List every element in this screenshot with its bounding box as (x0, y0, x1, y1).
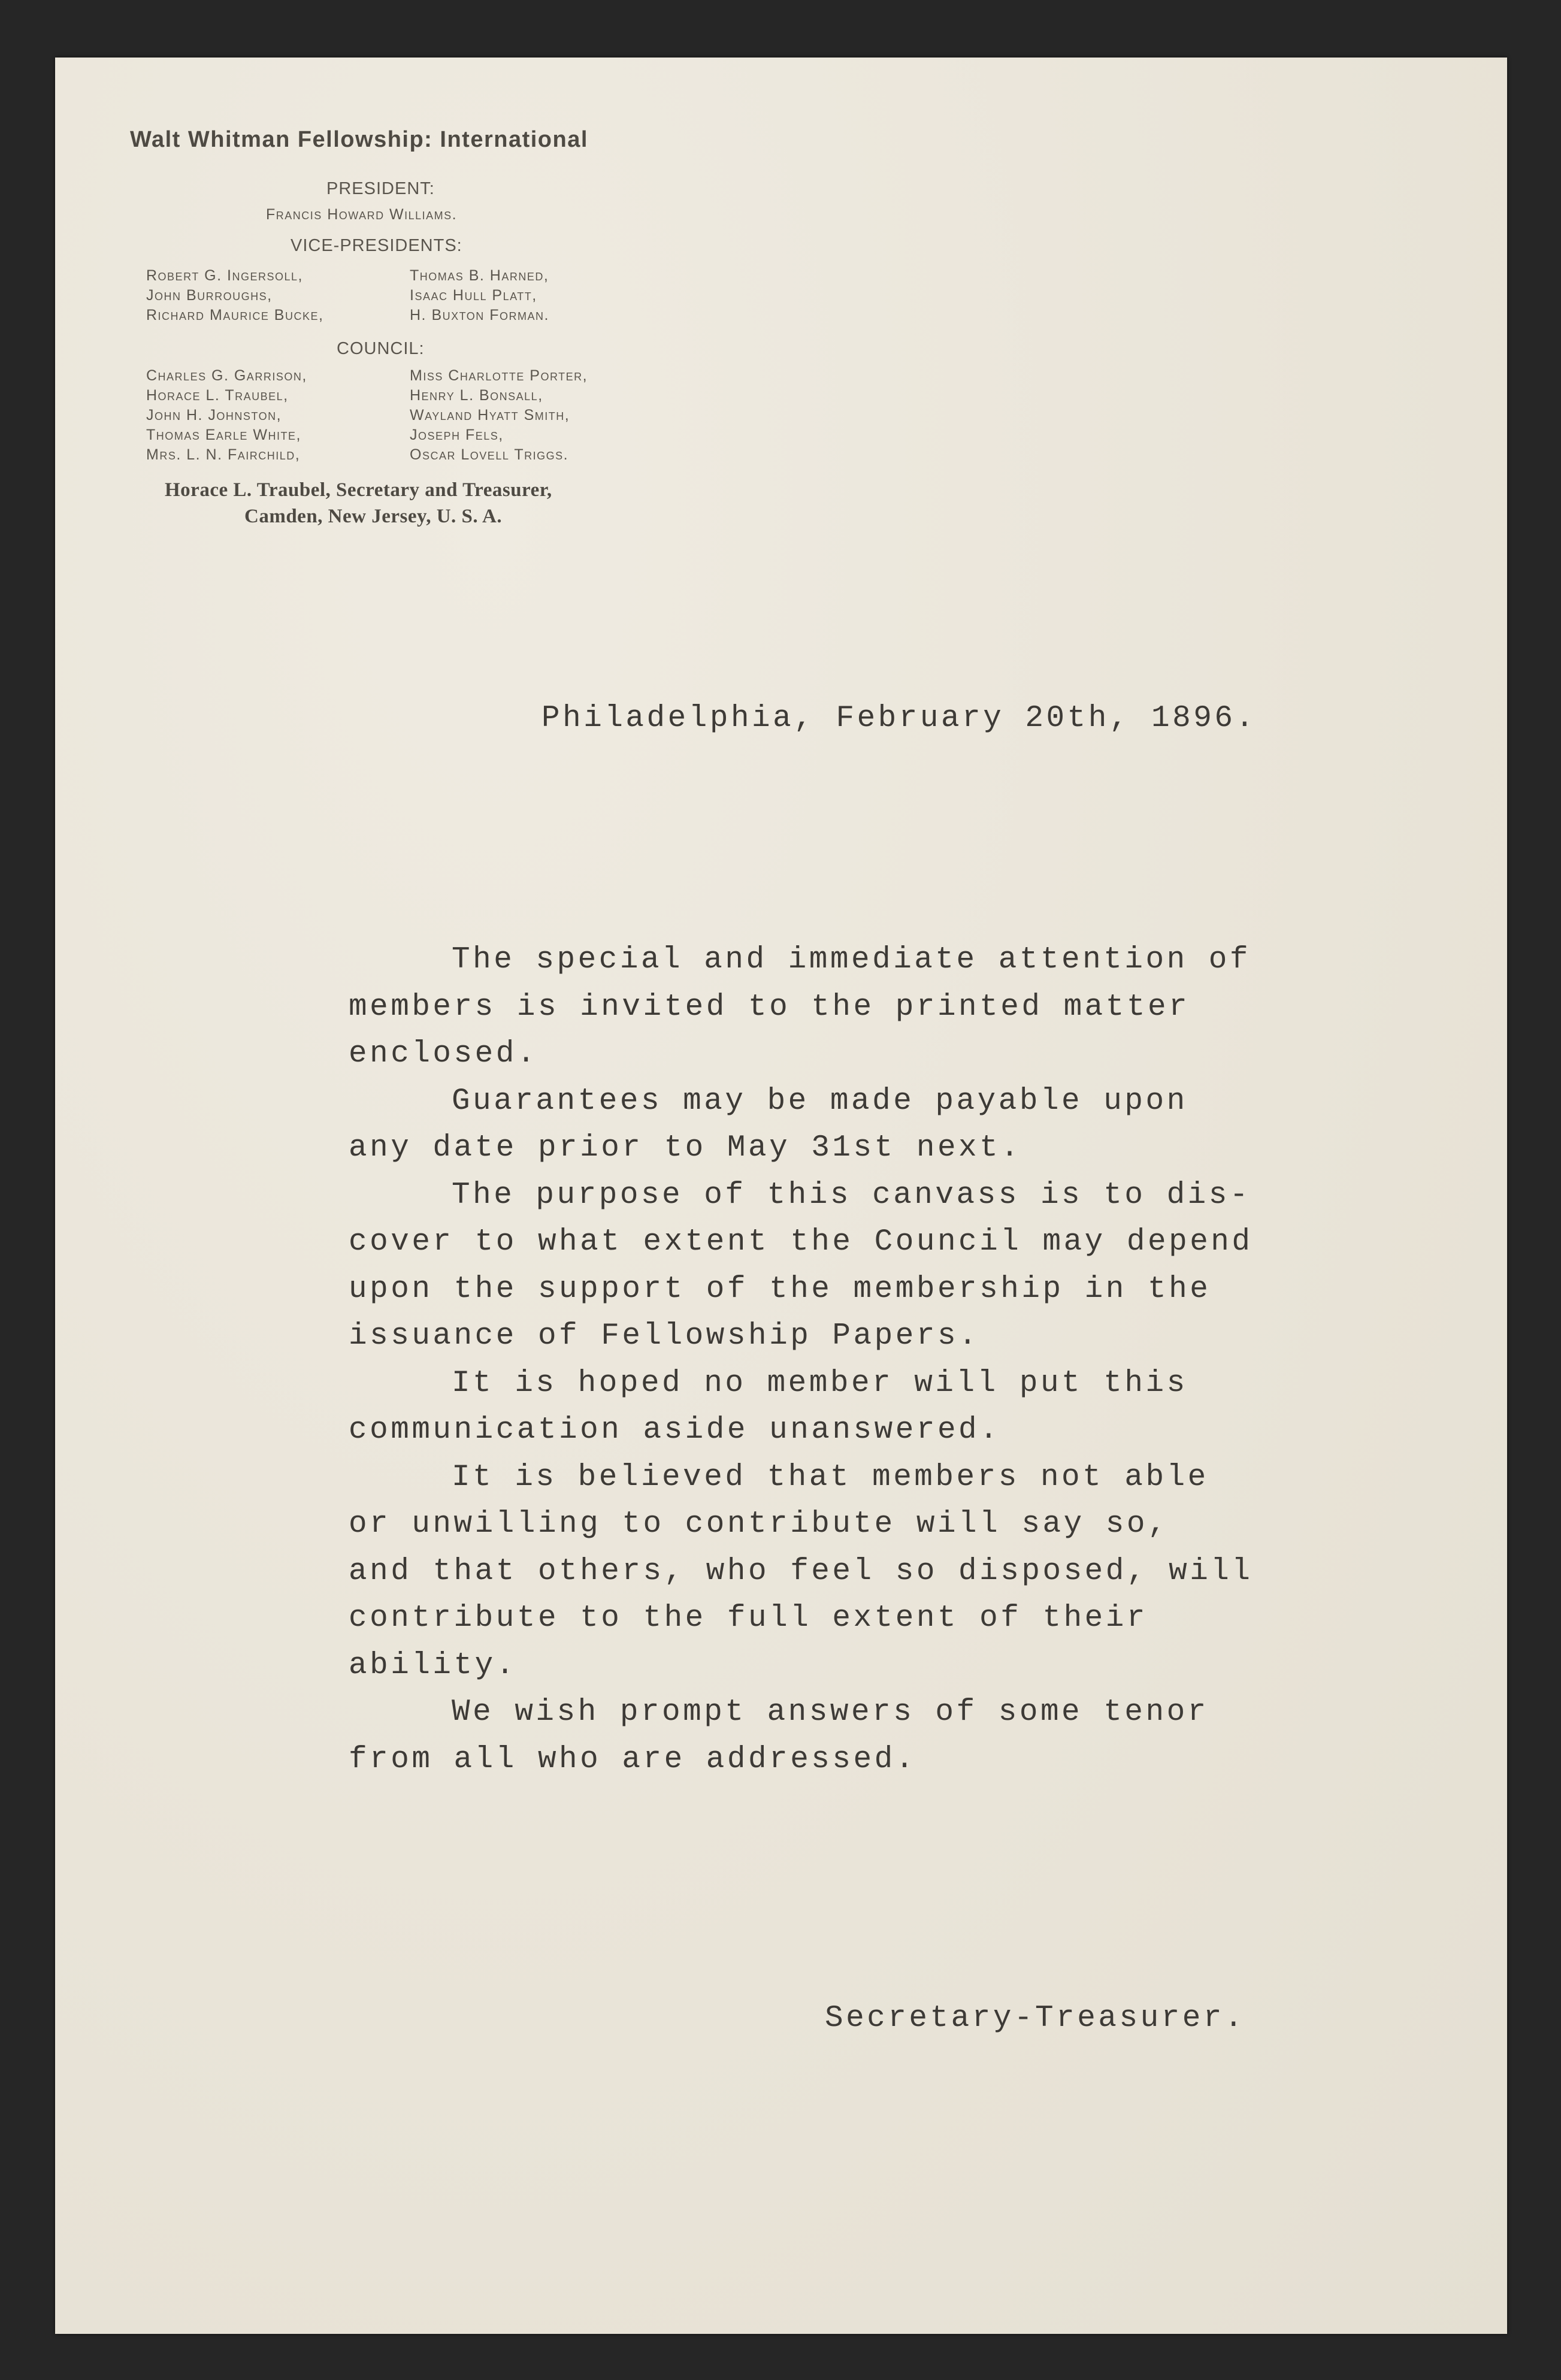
president-name: Francis Howard Williams. (266, 206, 458, 223)
letter-line: members is invited to the printed matter (349, 990, 1190, 1024)
letter-line: or unwilling to contribute will say so, (349, 1507, 1169, 1541)
council-left-column (146, 366, 307, 465)
dateline: Philadelphia, February 20th, 1896. (541, 701, 1257, 736)
council-member-name: Wayland Hyatt Smith, (410, 407, 570, 424)
council-member-name: Miss Charlotte Porter, (410, 367, 588, 384)
letter-line: The special and immediate attention of (452, 943, 1251, 977)
letter-body (349, 937, 1367, 1783)
council-right-column (410, 366, 588, 465)
letter-line: enclosed. (349, 1037, 538, 1071)
letter-line: from all who are addressed. (349, 1742, 916, 1777)
council-heading: COUNCIL: (337, 339, 425, 358)
council-member-name: Mrs. L. N. Fairchild, (146, 446, 301, 463)
vice-president-name: H. Buxton Forman. (410, 307, 549, 323)
council-member-name: Oscar Lovell Triggs. (410, 446, 569, 463)
vice-president-name: Robert G. Ingersoll, (146, 267, 303, 284)
letter-line: We wish prompt answers of some tenor (452, 1695, 1209, 1729)
letter-line: ability. (349, 1648, 517, 1683)
vice-presidents-left-column (146, 266, 323, 325)
council-member-name: Horace L. Traubel, (146, 387, 289, 404)
address-line: Camden, New Jersey, U. S. A. (244, 506, 503, 527)
organization-name: Walt Whitman Fellowship: International (130, 127, 588, 152)
letter-page (55, 58, 1507, 2334)
letter-line: communication aside unanswered. (349, 1413, 1001, 1447)
letter-line: and that others, who feel so disposed, will (349, 1554, 1253, 1589)
letter-line: It is hoped no member will put this (452, 1366, 1188, 1401)
letter-line: cover to what extent the Council may depend (349, 1225, 1253, 1259)
signature-line: Secretary-Treasurer. (825, 2001, 1246, 2036)
council-member-name: Henry L. Bonsall, (410, 387, 543, 404)
vice-presidents-heading: VICE-PRESIDENTS: (291, 236, 462, 255)
vice-president-name: Thomas B. Harned, (410, 267, 549, 284)
council-member-name: John H. Johnston, (146, 407, 282, 424)
secretary-line: Horace L. Traubel, Secretary and Treasurer, (165, 479, 552, 501)
council-member-name: Charles G. Garrison, (146, 367, 307, 384)
vice-president-name: John Burroughs, (146, 287, 273, 304)
letter-line: issuance of Fellowship Papers. (349, 1319, 980, 1353)
letter-line: It is believed that members not able (452, 1460, 1209, 1495)
vice-presidents-right-column (410, 266, 549, 325)
letter-line: any date prior to May 31st next. (349, 1131, 1022, 1165)
president-heading: PRESIDENT: (326, 179, 435, 198)
letter-line: upon the support of the membership in the (349, 1272, 1211, 1307)
letter-line: contribute to the full extent of their (349, 1601, 1148, 1635)
vice-president-name: Richard Maurice Bucke, (146, 307, 324, 323)
council-member-name: Thomas Earle White, (146, 427, 301, 443)
letter-line: The purpose of this canvass is to dis- (452, 1178, 1251, 1212)
vice-president-name: Isaac Hull Platt, (410, 287, 537, 304)
letter-line: Guarantees may be made payable upon (452, 1084, 1188, 1118)
council-member-name: Joseph Fels, (410, 427, 504, 443)
